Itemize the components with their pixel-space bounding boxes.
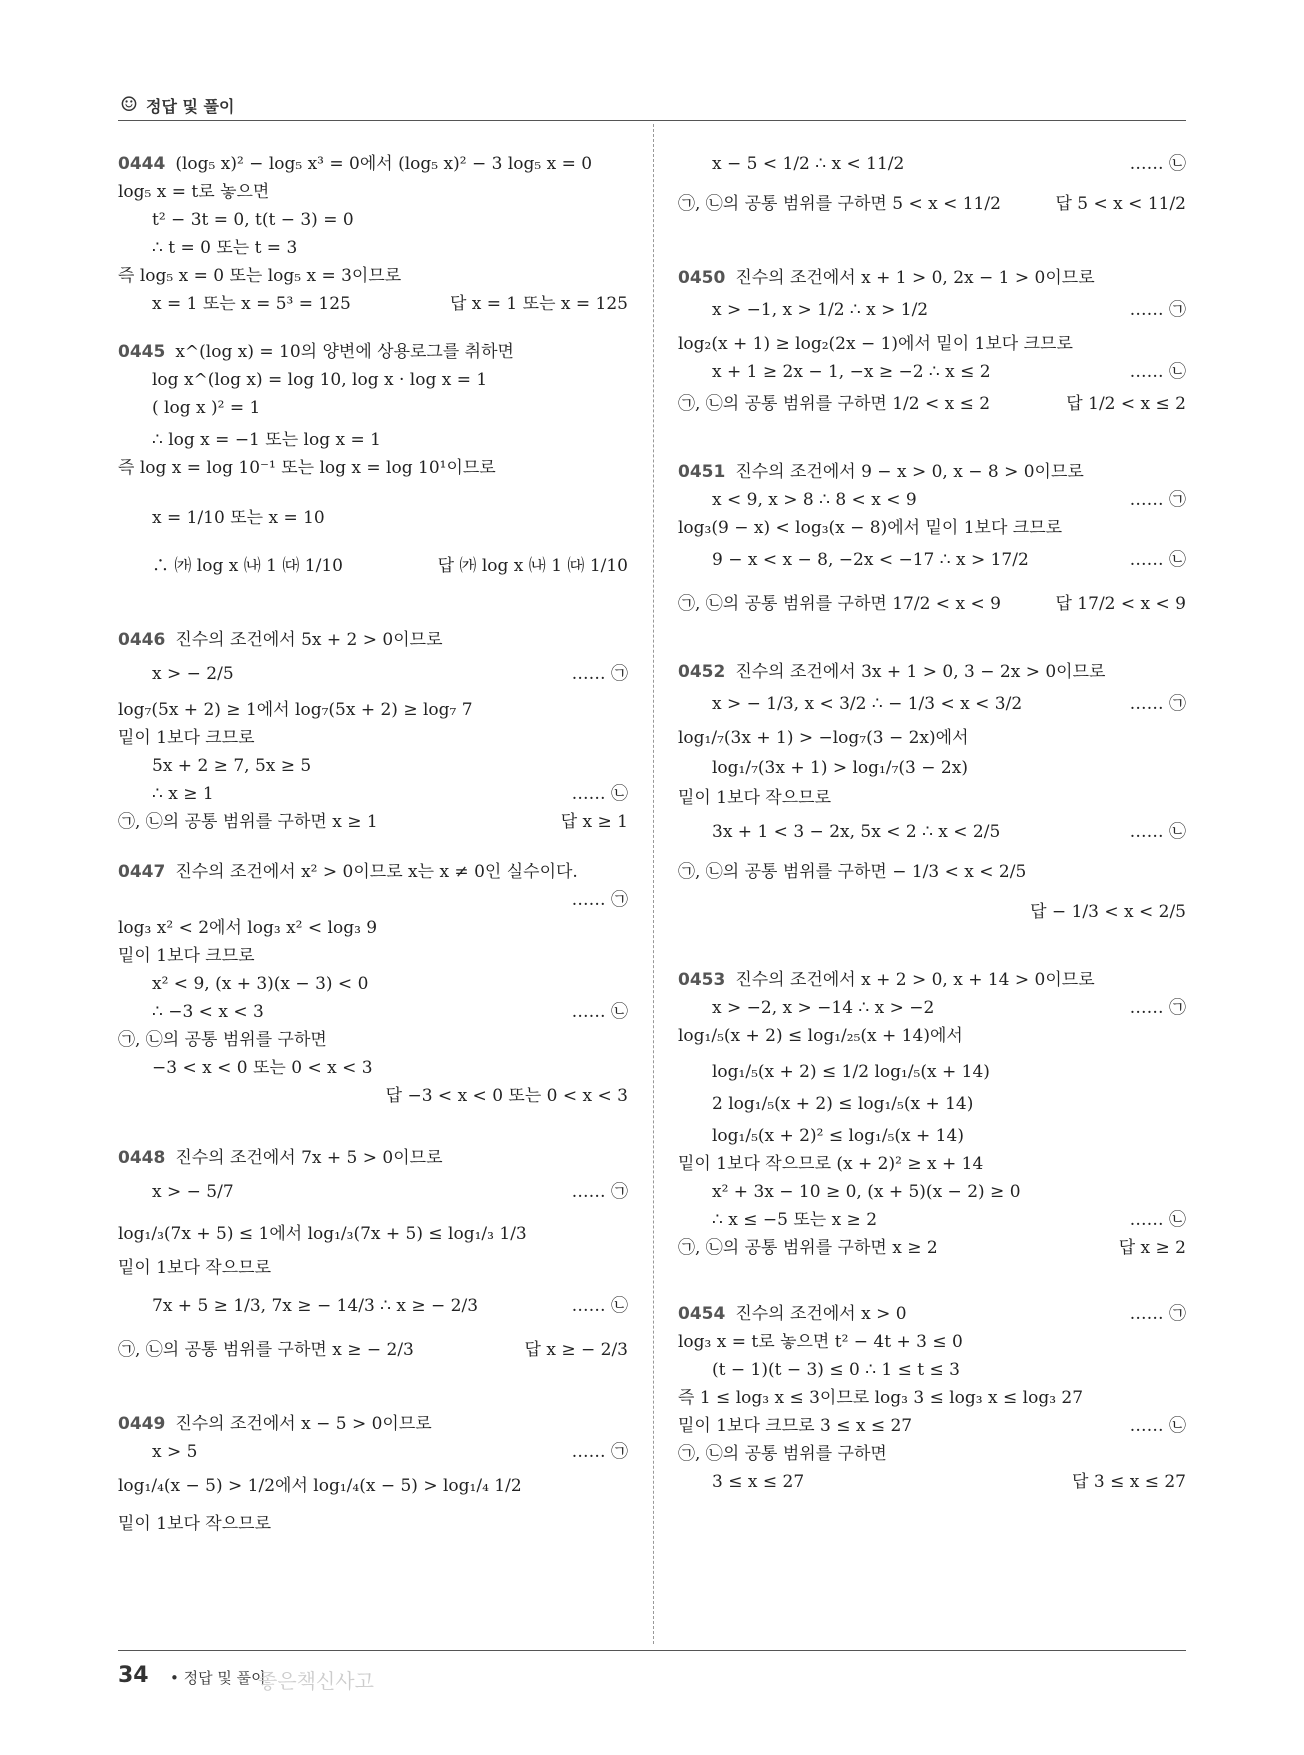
solution-line (678, 754, 1186, 782)
solution-line (118, 1292, 628, 1320)
line-text: log₁/₅(x + 2) ≤ 1/2 log₁/₅(x + 14) (712, 1062, 990, 1082)
line-text: 0452 진수의 조건에서 3x + 1 > 0, 3 − 2x > 0이므로 (678, 662, 1106, 682)
solution-line (678, 1178, 1186, 1206)
solution-line (118, 290, 628, 318)
line-text: 밑이 1보다 작으므로 (118, 1514, 271, 1534)
solution-line (118, 858, 628, 886)
solution-line (118, 942, 628, 970)
solution-line (118, 1178, 628, 1206)
solution-line (678, 1122, 1186, 1150)
line-text: log₃(9 − x) < log₃(x − 8)에서 밑이 1보다 크므로 (678, 518, 1063, 538)
line-text: ㉠, ㉡의 공통 범위를 구하면 (118, 1030, 327, 1050)
solution-line (118, 886, 628, 914)
line-text: log₃ x = t로 놓으면 t² − 4t + 3 ≤ 0 (678, 1332, 963, 1352)
line-text: log₁/₅(x + 2) ≤ log₁/₂₅(x + 14)에서 (678, 1026, 963, 1046)
line-marker: …… ㉡ (1129, 822, 1186, 842)
line-text: ㉠, ㉡의 공통 범위를 구하면 − 1/3 < x < 2/5 (678, 862, 1027, 882)
solution-line (678, 898, 1186, 926)
solution-line (678, 1150, 1186, 1178)
solution-line (678, 784, 1186, 812)
line-marker: 답 x ≥ − 2/3 (524, 1340, 628, 1360)
line-text: 0454 진수의 조건에서 x > 0 (678, 1304, 907, 1324)
line-text: 밑이 1보다 작으므로 (x + 2)² ≥ x + 14 (678, 1154, 984, 1174)
solution-line (118, 426, 628, 454)
solution-line (678, 514, 1186, 542)
problem-number: 0448 (118, 1148, 166, 1168)
line-text: x² + 3x − 10 ≥ 0, (x + 5)(x − 2) ≥ 0 (712, 1182, 1021, 1202)
solution-line (118, 1438, 628, 1466)
line-text: log₇(5x + 2) ≥ 1에서 log₇(5x + 2) ≥ log₇ 7 (118, 700, 473, 720)
line-marker: …… ㉠ (1129, 490, 1186, 510)
line-marker: …… ㉡ (571, 1002, 628, 1022)
column-divider (653, 124, 654, 1644)
line-text: 밑이 1보다 크므로 3 ≤ x ≤ 27 (678, 1416, 913, 1436)
solution-line (678, 1234, 1186, 1262)
line-text: ∴ ㈎ log x ㈏ 1 ㈐ 1/10 (152, 556, 343, 576)
solution-line (678, 1384, 1186, 1412)
line-marker: …… ㉡ (1129, 1416, 1186, 1436)
line-marker: 답 5 < x < 11/2 (1055, 194, 1186, 214)
line-text: log₃ x² < 2에서 log₃ x² < log₃ 9 (118, 918, 378, 938)
solution-line (678, 724, 1186, 752)
solution-line (118, 338, 628, 366)
line-text: 밑이 1보다 크므로 (118, 728, 255, 748)
solution-line (118, 808, 628, 836)
line-marker: …… ㉠ (1129, 300, 1186, 320)
page-header (118, 86, 1186, 121)
line-marker: 답 x = 1 또는 x = 125 (449, 294, 628, 314)
solution-line (678, 1090, 1186, 1118)
mascot-icon: ☺ (120, 92, 138, 116)
solution-line (118, 504, 628, 532)
footer-label: • 정답 및 풀이 (170, 1669, 266, 1687)
line-text: log₁/₃(7x + 5) ≤ 1에서 log₁/₃(7x + 5) ≤ log₁/₃ 1/3 (118, 1224, 527, 1244)
line-text: ㉠, ㉡의 공통 범위를 구하면 x ≥ 2 (678, 1238, 938, 1258)
problem-number: 0451 (678, 462, 726, 482)
line-marker: 답 ㈎ log x ㈏ 1 ㈐ 1/10 (437, 556, 628, 576)
solution-line (678, 1058, 1186, 1086)
problem-number: 0452 (678, 662, 726, 682)
solution-line (678, 150, 1186, 178)
line-marker: …… ㉡ (1129, 1210, 1186, 1230)
solution-line (118, 1336, 628, 1364)
problem-number: 0450 (678, 268, 726, 288)
solution-line (118, 1410, 628, 1438)
page-number: 34 (118, 1663, 149, 1688)
line-text: 0450 진수의 조건에서 x + 1 > 0, 2x − 1 > 0이므로 (678, 268, 1095, 288)
solution-line (118, 206, 628, 234)
solution-line (678, 1412, 1186, 1440)
line-text: 즉 log₅ x = 0 또는 log₅ x = 3이므로 (118, 266, 402, 286)
line-marker: 답 − 1/3 < x < 2/5 (1030, 902, 1186, 922)
line-text: 5x + 2 ≥ 7, 5x ≥ 5 (152, 756, 312, 776)
line-text: ∴ x ≥ 1 (152, 784, 214, 804)
line-marker: …… ㉠ (1129, 1304, 1186, 1324)
line-marker: …… ㉡ (1129, 550, 1186, 570)
solution-line (678, 1206, 1186, 1234)
line-text: (t − 1)(t − 3) ≤ 0 ∴ 1 ≤ t ≤ 3 (712, 1360, 960, 1380)
line-text: 즉 log x = log 10⁻¹ 또는 log x = log 10¹이므로 (118, 458, 496, 478)
solution-line (678, 1328, 1186, 1356)
line-marker: 답 17/2 < x < 9 (1055, 594, 1186, 614)
line-text: ∴ log x = −1 또는 log x = 1 (152, 430, 381, 450)
solution-line (118, 1054, 628, 1082)
solution-line (118, 1144, 628, 1172)
line-text: ㉠, ㉡의 공통 범위를 구하면 5 < x < 11/2 (678, 194, 1001, 214)
problem-number: 0449 (118, 1414, 166, 1434)
solution-line (118, 1254, 628, 1282)
problem-number: 0444 (118, 154, 166, 174)
solution-line (678, 1300, 1186, 1328)
solution-line (118, 454, 628, 482)
solution-line (678, 1440, 1186, 1468)
solution-line (678, 658, 1186, 686)
solution-line (118, 1082, 628, 1110)
line-text: ( log x )² = 1 (152, 398, 261, 418)
solution-line (118, 724, 628, 752)
solution-line (118, 998, 628, 1026)
solution-line (678, 994, 1186, 1022)
line-marker: …… ㉠ (571, 664, 628, 684)
line-text: x − 5 < 1/2 ∴ x < 11/2 (712, 154, 905, 174)
line-text: log₁/₇(3x + 1) > log₁/₇(3 − 2x) (712, 758, 968, 778)
solution-line (118, 696, 628, 724)
line-text: 9 − x < x − 8, −2x < −17 ∴ x > 17/2 (712, 550, 1029, 570)
solution-line (118, 178, 628, 206)
line-text: 밑이 1보다 작으므로 (118, 1258, 271, 1278)
line-text: x = 1 또는 x = 5³ = 125 (152, 294, 351, 314)
line-marker: …… ㉠ (1129, 998, 1186, 1018)
solution-line (678, 690, 1186, 718)
line-text: log₁/₄(x − 5) > 1/2에서 log₁/₄(x − 5) > log₁/₄ 1/2 (118, 1476, 522, 1496)
page-footer (118, 1650, 1186, 1693)
line-text: 밑이 1보다 작으므로 (678, 788, 831, 808)
solution-line (118, 914, 628, 942)
solution-line (118, 626, 628, 654)
solution-line (118, 660, 628, 688)
line-text: 0447 진수의 조건에서 x² > 0이므로 x는 x ≠ 0인 실수이다. (118, 862, 578, 882)
line-text: ∴ −3 < x < 3 (152, 1002, 264, 1022)
solution-line (118, 970, 628, 998)
solution-line (118, 366, 628, 394)
line-text: log₁/₅(x + 2)² ≤ log₁/₅(x + 14) (712, 1126, 964, 1146)
line-marker: …… ㉠ (571, 1442, 628, 1462)
solution-line (678, 330, 1186, 358)
line-marker: 답 −3 < x < 0 또는 0 < x < 3 (385, 1086, 628, 1106)
line-marker: 답 x ≥ 2 (1118, 1238, 1186, 1258)
line-text: 즉 1 ≤ log₃ x ≤ 3이므로 log₃ 3 ≤ log₃ x ≤ log₃ 27 (678, 1388, 1084, 1408)
line-text: x² < 9, (x + 3)(x − 3) < 0 (152, 974, 369, 994)
solution-line (678, 390, 1186, 418)
solution-line (118, 752, 628, 780)
solution-line (678, 190, 1186, 218)
publisher-watermark: 좋은책신사고 (258, 1669, 374, 1693)
line-text: 0444 (log₅ x)² − log₅ x³ = 0에서 (log₅ x)² − 3 log₅ x = 0 (118, 154, 593, 174)
solution-line (678, 296, 1186, 324)
line-text: log₅ x = t로 놓으면 (118, 182, 270, 202)
line-text: ∴ t = 0 또는 t = 3 (152, 238, 298, 258)
line-text: 0453 진수의 조건에서 x + 2 > 0, x + 14 > 0이므로 (678, 970, 1095, 990)
problem-number: 0446 (118, 630, 166, 650)
line-text: x = 1/10 또는 x = 10 (152, 508, 325, 528)
line-text: 밑이 1보다 크므로 (118, 946, 255, 966)
line-marker: …… ㉡ (1129, 362, 1186, 382)
solution-line (118, 234, 628, 262)
line-marker: 답 3 ≤ x ≤ 27 (1072, 1472, 1186, 1492)
problem-number: 0447 (118, 862, 166, 882)
line-text: x > − 1/3, x < 3/2 ∴ − 1/3 < x < 3/2 (712, 694, 1023, 714)
solution-line (118, 1472, 628, 1500)
problem-number: 0453 (678, 970, 726, 990)
line-text: log₂(x + 1) ≥ log₂(2x − 1)에서 밑이 1보다 크므로 (678, 334, 1073, 354)
solution-line (118, 780, 628, 808)
line-text: ㉠, ㉡의 공통 범위를 구하면 x ≥ 1 (118, 812, 378, 832)
solution-line (678, 590, 1186, 618)
solution-line (678, 546, 1186, 574)
line-text: t² − 3t = 0, t(t − 3) = 0 (152, 210, 354, 230)
line-marker: …… ㉠ (571, 1182, 628, 1202)
problem-number: 0454 (678, 1304, 726, 1324)
line-marker: 답 x ≥ 1 (560, 812, 628, 832)
line-marker: …… ㉡ (571, 1296, 628, 1316)
line-text: x > −1, x > 1/2 ∴ x > 1/2 (712, 300, 929, 320)
solution-line (678, 486, 1186, 514)
solution-line (678, 358, 1186, 386)
line-text: 3x + 1 < 3 − 2x, 5x < 2 ∴ x < 2/5 (712, 822, 1001, 842)
line-text: 0448 진수의 조건에서 7x + 5 > 0이므로 (118, 1148, 443, 1168)
line-marker: …… ㉠ (1129, 694, 1186, 714)
line-text: ㉠, ㉡의 공통 범위를 구하면 x ≥ − 2/3 (118, 1340, 414, 1360)
line-text: ∴ x ≤ −5 또는 x ≥ 2 (712, 1210, 878, 1230)
line-text: x > − 2/5 (152, 664, 234, 684)
solution-line (118, 150, 628, 178)
solution-line (118, 1510, 628, 1538)
line-marker: …… ㉡ (1129, 154, 1186, 174)
solution-line (678, 1468, 1186, 1496)
line-text: ㉠, ㉡의 공통 범위를 구하면 (678, 1444, 887, 1464)
line-text: 3 ≤ x ≤ 27 (712, 1472, 805, 1492)
line-text: x < 9, x > 8 ∴ 8 < x < 9 (712, 490, 917, 510)
solution-line (118, 552, 628, 580)
line-text: −3 < x < 0 또는 0 < x < 3 (152, 1058, 373, 1078)
line-text: 0451 진수의 조건에서 9 − x > 0, x − 8 > 0이므로 (678, 462, 1084, 482)
solution-line (678, 1356, 1186, 1384)
solution-line (678, 458, 1186, 486)
line-text: 2 log₁/₅(x + 2) ≤ log₁/₅(x + 14) (712, 1094, 974, 1114)
line-marker: …… ㉡ (571, 784, 628, 804)
header-title: 정답 및 풀이 (146, 97, 235, 116)
solution-line (678, 818, 1186, 846)
solution-line (678, 858, 1186, 886)
line-text: ㉠, ㉡의 공통 범위를 구하면 1/2 < x ≤ 2 (678, 394, 991, 414)
line-text: ㉠, ㉡의 공통 범위를 구하면 17/2 < x < 9 (678, 594, 1001, 614)
line-text: x > − 5/7 (152, 1182, 234, 1202)
line-text: 0445 x^(log x) = 10의 양변에 상용로그를 취하면 (118, 342, 514, 362)
problem-number: 0445 (118, 342, 166, 362)
line-marker: …… ㉠ (571, 890, 628, 910)
solution-line (118, 1026, 628, 1054)
line-text: x + 1 ≥ 2x − 1, −x ≥ −2 ∴ x ≤ 2 (712, 362, 991, 382)
line-marker: 답 1/2 < x ≤ 2 (1066, 394, 1186, 414)
solution-line (118, 1220, 628, 1248)
solution-line (678, 966, 1186, 994)
line-text: x > 5 (152, 1442, 198, 1462)
solution-line (678, 1022, 1186, 1050)
line-text: x > −2, x > −14 ∴ x > −2 (712, 998, 935, 1018)
line-text: 7x + 5 ≥ 1/3, 7x ≥ − 14/3 ∴ x ≥ − 2/3 (152, 1296, 479, 1316)
line-text: log x^(log x) = log 10, log x · log x = 1 (152, 370, 488, 390)
solution-line (118, 394, 628, 422)
solution-line (678, 264, 1186, 292)
solution-line (118, 262, 628, 290)
line-text: log₁/₇(3x + 1) > −log₇(3 − 2x)에서 (678, 728, 969, 748)
line-text: 0449 진수의 조건에서 x − 5 > 0이므로 (118, 1414, 432, 1434)
line-text: 0446 진수의 조건에서 5x + 2 > 0이므로 (118, 630, 443, 650)
